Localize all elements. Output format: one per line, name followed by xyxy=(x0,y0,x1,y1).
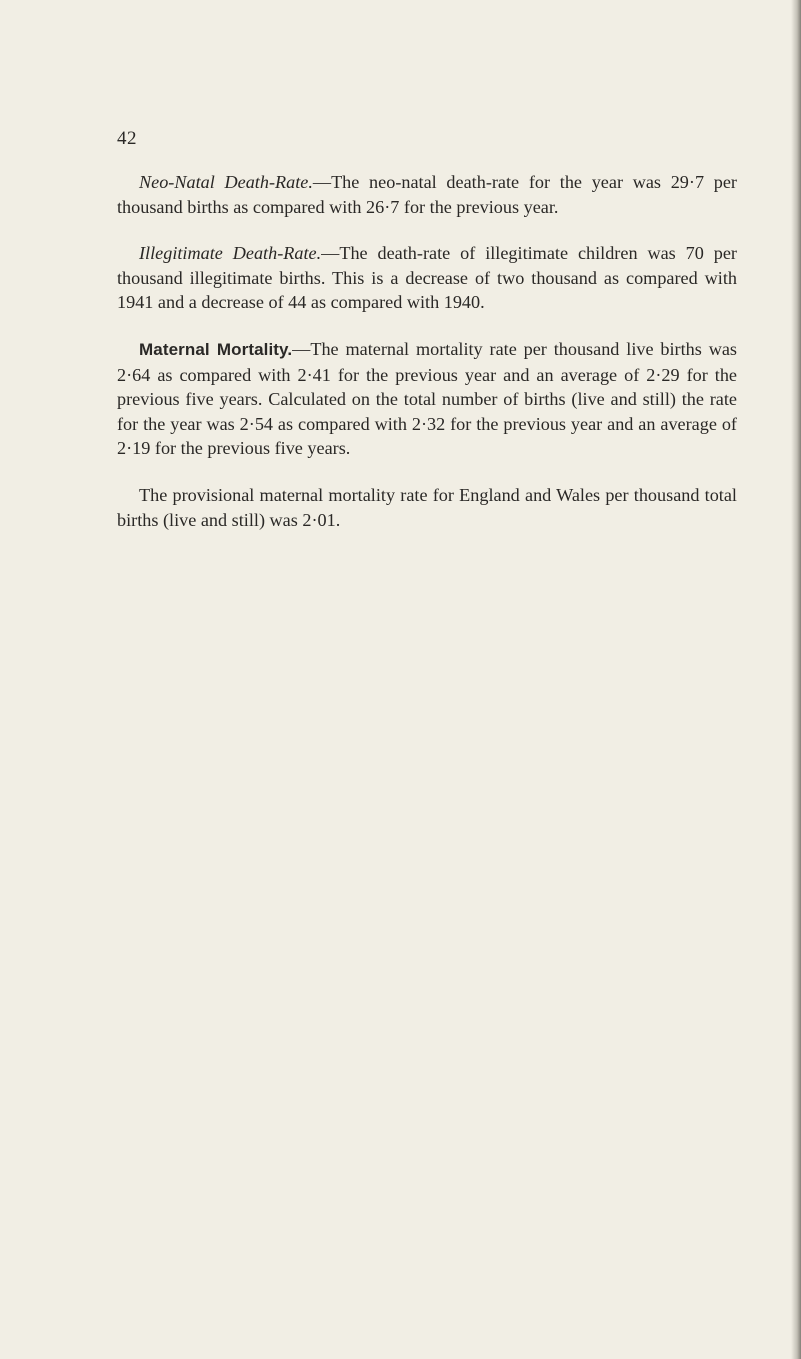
maternal-text: —The maternal mortality rate per thousand live births was 2·64 as compared with 2·41 for the previous year and an average of 2·29 for the previous five years. Calculated on the total number of births (live and still) the rate for the year was 2·54 as compared with 2·32 for the previous year and an average of 2·19 for the previous five years. xyxy=(117,338,737,459)
illegitimate-heading: Illegitimate Death-Rate. xyxy=(139,243,322,264)
page-edge-shadow xyxy=(791,0,801,1359)
document-body xyxy=(117,170,737,532)
provisional-text: The provisional maternal mortality rate for England and Wales per thousand total births (live and still) was 2·01. xyxy=(117,484,737,530)
maternal-heading: Maternal Mortality. xyxy=(139,339,293,359)
paragraph-maternal-mortality xyxy=(117,337,737,461)
paragraph-provisional-rate xyxy=(117,483,737,532)
illegitimate-text: —The death-rate of illegitimate children was 70 per thousand illegitimate births. This is a decrease of two thousand as compared with 1941 and a decrease of 44 as compared with 1940. xyxy=(117,243,737,313)
neonatal-text: —The neo-natal death-rate for the year was 29·7 per thousand births as compared with 26·7 for the previous year. xyxy=(117,172,737,217)
paragraph-neonatal-death-rate xyxy=(117,170,737,219)
neonatal-heading: Neo-Natal Death-Rate. xyxy=(139,172,313,192)
paragraph-illegitimate-death-rate xyxy=(117,241,737,315)
page-number: 42 xyxy=(117,128,137,149)
